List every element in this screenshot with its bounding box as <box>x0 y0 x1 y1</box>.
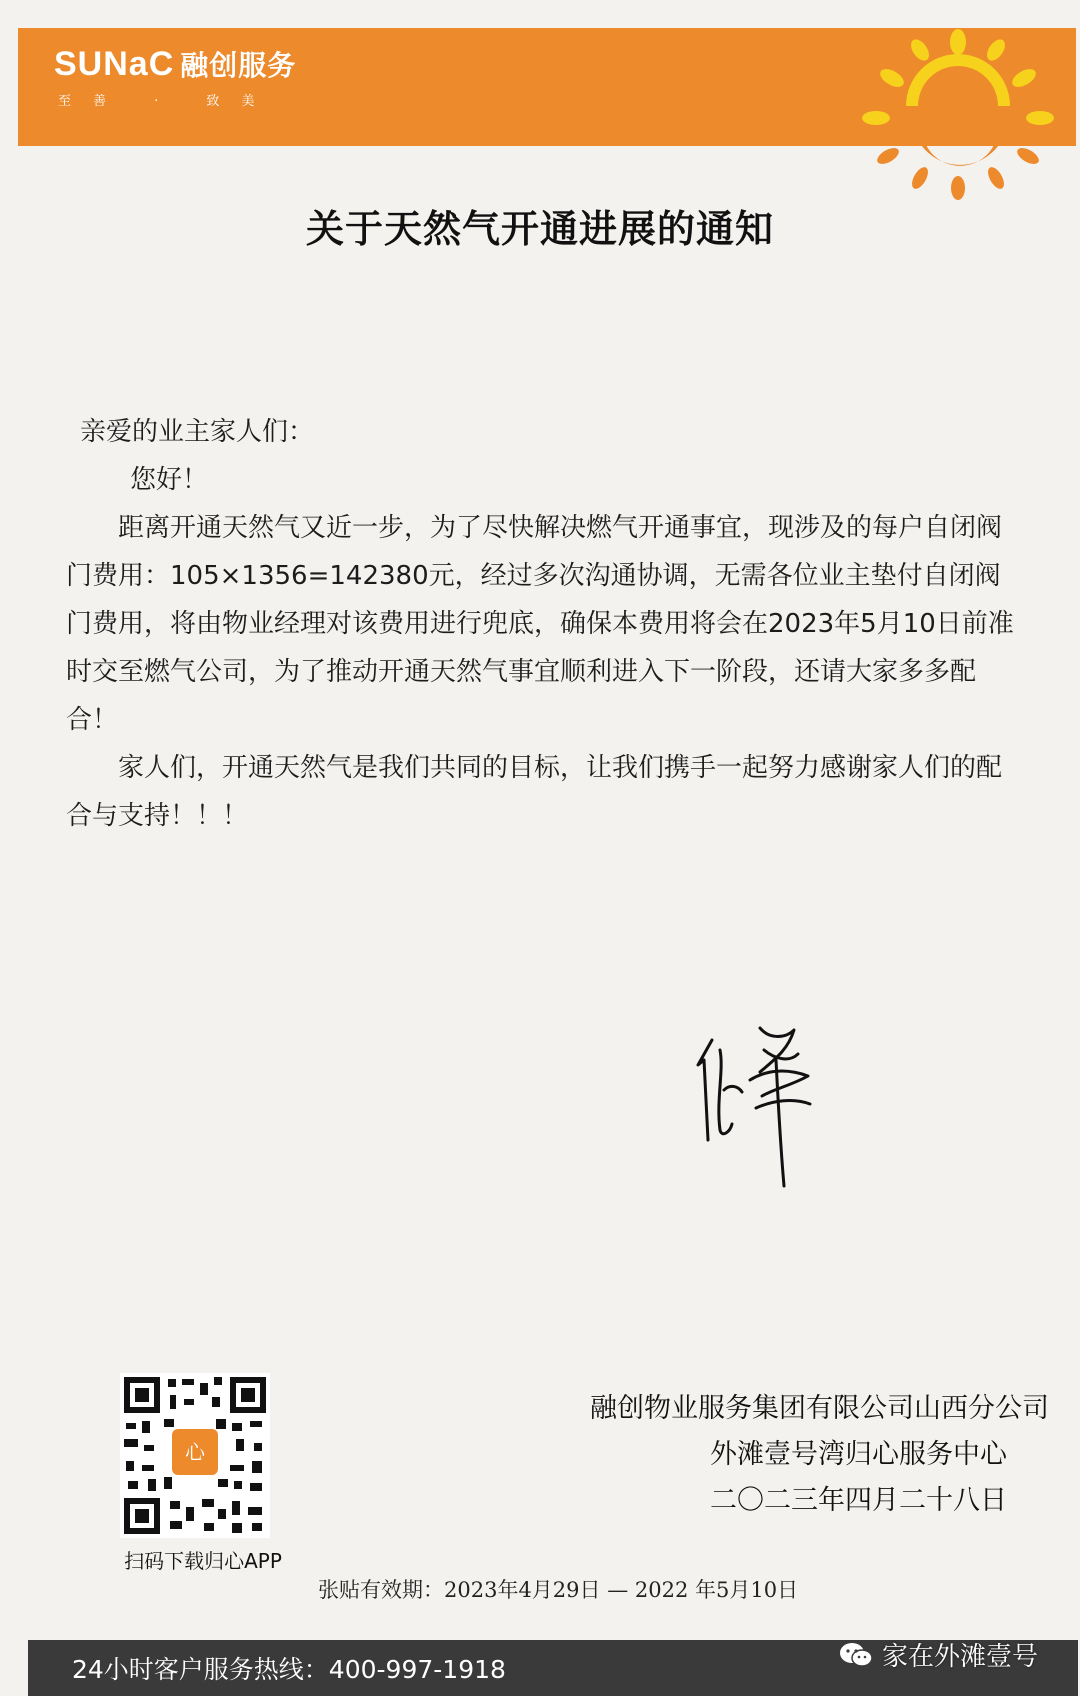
paragraph-2: 家人们，开通天然气是我们共同的目标，让我们携手一起努力感谢家人们的配合与支持！！！ <box>66 753 1003 831</box>
greeting: 您好！ <box>130 465 209 495</box>
handwritten-signature <box>690 1020 850 1200</box>
wechat-icon <box>838 1641 874 1669</box>
header-banner <box>18 28 1076 146</box>
hotline: 24小时客户服务热线：400-997-1918 <box>72 1655 506 1684</box>
brand-cn: 融创服务 <box>180 50 297 81</box>
notice-body <box>66 408 1026 840</box>
sun-icon <box>836 28 1076 203</box>
svg-text:心: 心 <box>185 1440 205 1464</box>
service-center: 外滩壹号湾归心服务中心 <box>710 1439 1007 1470</box>
brand-en: SUNaC <box>54 45 175 83</box>
posting-validity: 张贴有效期：2023年4月29日 — 2022 年5月10日 <box>318 1578 799 1602</box>
issuer-block <box>560 1386 1049 1524</box>
brand-logo <box>54 44 296 84</box>
paragraph-1: 距离开通天然气又近一步，为了尽快解决燃气开通事宜，现涉及的每户自闭阀门费用：105×1356=142380元，经过多次沟通协调，无需各位业主垫付自闭阀门费用，将由物业经理对该费用进行兜底，确保本费用将会在2023年5月10日前准时交至燃气公司，为了推动开通天然气事宜顺利进入下一阶段，还请大家多多配合！ <box>66 513 1014 735</box>
salutation: 亲爱的业主家人们： <box>80 417 315 447</box>
brand-tagline: 至善 · 致美 <box>58 94 277 109</box>
qr-code-icon <box>120 1373 270 1538</box>
company-name: 融创物业服务集团有限公司山西分公司 <box>590 1393 1049 1424</box>
notice-title: 关于天然气开通进展的通知 <box>305 207 774 251</box>
watermark <box>838 1636 1038 1673</box>
watermark-text: 家在外滩壹号 <box>882 1642 1039 1672</box>
issue-date: 二〇二三年四月二十八日 <box>710 1485 1007 1516</box>
qr-caption: 扫码下载归心APP <box>124 1549 282 1573</box>
